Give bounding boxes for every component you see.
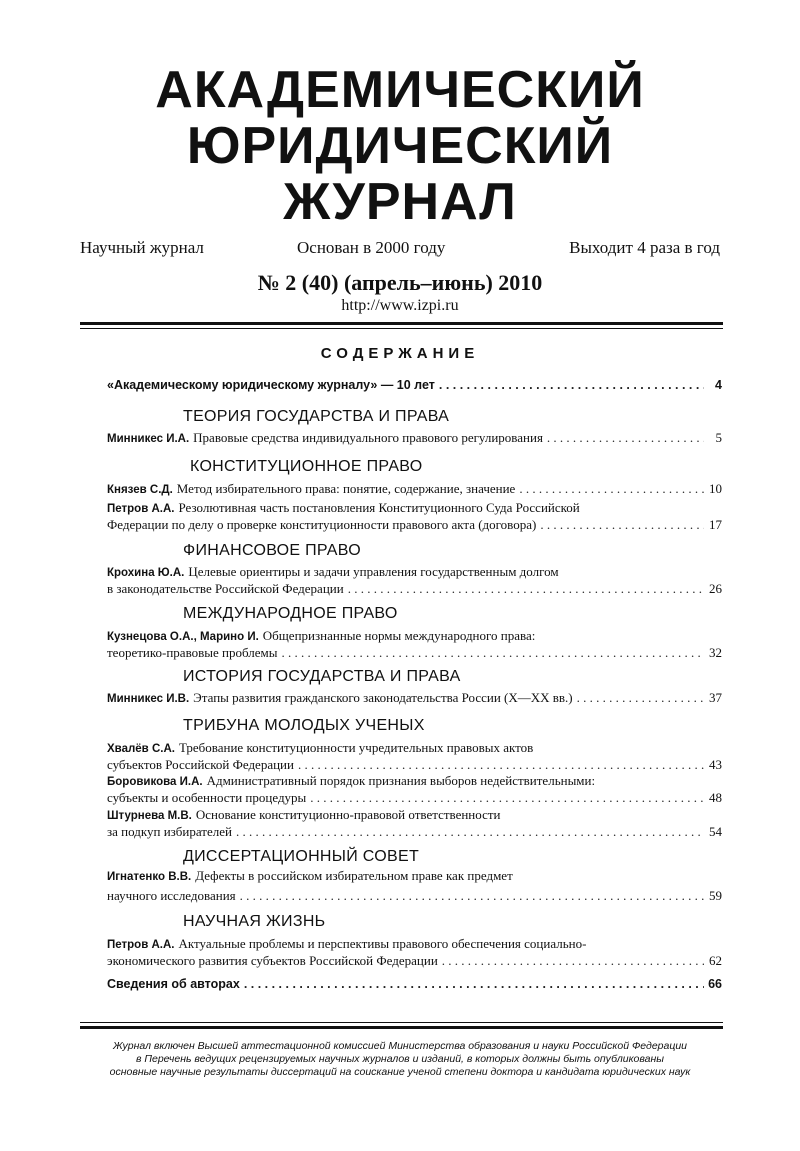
toc-page: 48 [709, 790, 722, 805]
toc-entry-title-cont: Федерации по делу о проверке конституционности правового акта (договора) [107, 517, 537, 532]
toc-entry-title-cont: субъекты и особенности процедуры [107, 790, 307, 805]
contents-heading: СОДЕРЖАНИЕ [320, 345, 480, 362]
toc-entry[interactable] [107, 773, 722, 805]
toc-entry[interactable] [107, 628, 722, 660]
toc-entry-title: Этапы развития гражданского законодательства России (X—XX вв.) [193, 690, 573, 705]
footer-line: основные научные результаты диссертаций на соискание ученой степени доктора и кандидата юридических наук [109, 1066, 691, 1078]
toc-entry-title-cont: экономического развития субъектов Российской Федерации [107, 953, 438, 968]
toc-author: Хвалёв С.А. [107, 743, 175, 755]
journal-founded: Основан в 2000 году [297, 238, 446, 257]
journal-frequency: Выходит 4 раза в год [569, 238, 720, 257]
toc-page: 17 [709, 517, 722, 532]
footer-note [0, 1040, 800, 1079]
journal-kind: Научный журнал [80, 238, 204, 257]
journal-title-line1: АКАДЕМИЧЕСКИЙ [155, 61, 645, 119]
toc-author: Минникес И.А. [107, 433, 190, 445]
toc-entry-title: Резолютивная часть постановления Конституционного Суда Российской [178, 500, 580, 515]
toc-entry[interactable] [107, 378, 722, 393]
divider [80, 1026, 723, 1029]
section-heading: ТЕОРИЯ ГОСУДАРСТВА И ПРАВА [183, 408, 450, 425]
toc-page: 62 [709, 953, 722, 968]
toc-author: Крохина Ю.А. [107, 567, 185, 579]
journal-url[interactable]: http://www.izpi.ru [341, 297, 459, 314]
toc-page: 54 [709, 824, 722, 839]
toc-page: 43 [709, 757, 722, 772]
section-heading: НАУЧНАЯ ЖИЗНЬ [183, 913, 326, 930]
divider [80, 322, 723, 325]
toc-page: 37 [709, 690, 722, 705]
divider [80, 1022, 723, 1023]
toc-author: Минникес И.В. [107, 693, 190, 705]
section-heading: ФИНАНСОВОЕ ПРАВО [183, 542, 361, 559]
toc-page: 10 [709, 481, 722, 496]
section-heading: ТРИБУНА МОЛОДЫХ УЧЕНЫХ [183, 717, 425, 734]
toc-page: 32 [709, 645, 722, 660]
footer-line: Журнал включен Высшей аттестационной комиссией Министерства образования и науки Российской Федерации [112, 1040, 688, 1052]
toc-page: 59 [709, 888, 722, 903]
toc-entry-title-cont: субъектов Российской Федерации [107, 757, 294, 772]
section-heading: ИСТОРИЯ ГОСУДАРСТВА И ПРАВА [183, 668, 461, 685]
toc-entry-title: Общепризнанные нормы международного права: [262, 628, 536, 643]
toc-entry[interactable] [107, 481, 722, 498]
toc-entry-title: Правовые средства индивидуального правового регулирования [193, 430, 543, 445]
toc-entry[interactable] [107, 936, 722, 968]
toc-entry-title-cont: в законодательстве Российской Федерации [107, 581, 344, 596]
divider [80, 328, 723, 329]
toc-page: 26 [709, 581, 722, 596]
toc-author: Игнатенко В.В. [107, 871, 192, 883]
toc-author: Штурнева М.В. [107, 810, 192, 822]
toc-entry-title: «Академическому юридическому журналу» — 10 лет [107, 378, 435, 392]
toc-entry[interactable] [107, 868, 722, 903]
toc-entry-title: Административный порядок признания выборов недействительными: [206, 773, 596, 788]
toc-entry-title: Целевые ориентиры и задачи управления государственным долгом [188, 564, 559, 579]
toc-page: 5 [715, 430, 722, 445]
section-heading: МЕЖДУНАРОДНОЕ ПРАВО [183, 605, 398, 622]
toc-entry-title: Метод избирательного права: понятие, содержание, значение [176, 481, 516, 496]
toc-entry-title: Сведения об авторах [107, 977, 240, 991]
journal-title-line3: ЖУРНАЛ [283, 173, 517, 231]
toc-entry-title-cont: за подкуп избирателей [107, 824, 232, 839]
section-heading: КОНСТИТУЦИОННОЕ ПРАВО [190, 458, 423, 475]
toc-entry[interactable] [107, 430, 722, 447]
section-heading: ДИССЕРТАЦИОННЫЙ СОВЕТ [183, 848, 420, 865]
toc-author: Кузнецова О.А., Марино И. [107, 631, 259, 643]
toc-entry-title-cont: научного исследования [107, 888, 236, 903]
toc-entry[interactable] [107, 807, 722, 839]
footer-line: в Перечень ведущих рецензируемых научных журналов и изданий, в которых должны быть опубликованы [136, 1053, 664, 1065]
toc-entry[interactable] [107, 500, 722, 532]
toc-entry-title-cont: теоретико-правовые проблемы [107, 645, 278, 660]
toc-author: Петров А.А. [107, 503, 175, 515]
toc-entry-title: Дефекты в российском избирательном праве как предмет [195, 868, 513, 883]
toc-entry-title: Требование конституционности учредительных правовых актов [178, 740, 534, 755]
toc-entry[interactable] [107, 977, 722, 992]
toc-entry[interactable] [107, 740, 722, 772]
toc-entry[interactable] [107, 564, 722, 596]
toc-entry[interactable] [107, 690, 722, 707]
toc-author: Петров А.А. [107, 939, 175, 951]
toc-entry-title: Основание конституционно-правовой ответственности [195, 807, 501, 822]
issue-number: № 2 (40) (апрель–июнь) 2010 [257, 270, 543, 295]
toc-author: Князев С.Д. [107, 484, 173, 496]
toc-page: 4 [715, 378, 722, 392]
journal-title-line2: ЮРИДИЧЕСКИЙ [186, 117, 614, 175]
toc-author: Боровикова И.А. [107, 776, 203, 788]
toc-page: 66 [708, 977, 722, 991]
toc-entry-title: Актуальные проблемы и перспективы правового обеспечения социально- [178, 936, 587, 951]
